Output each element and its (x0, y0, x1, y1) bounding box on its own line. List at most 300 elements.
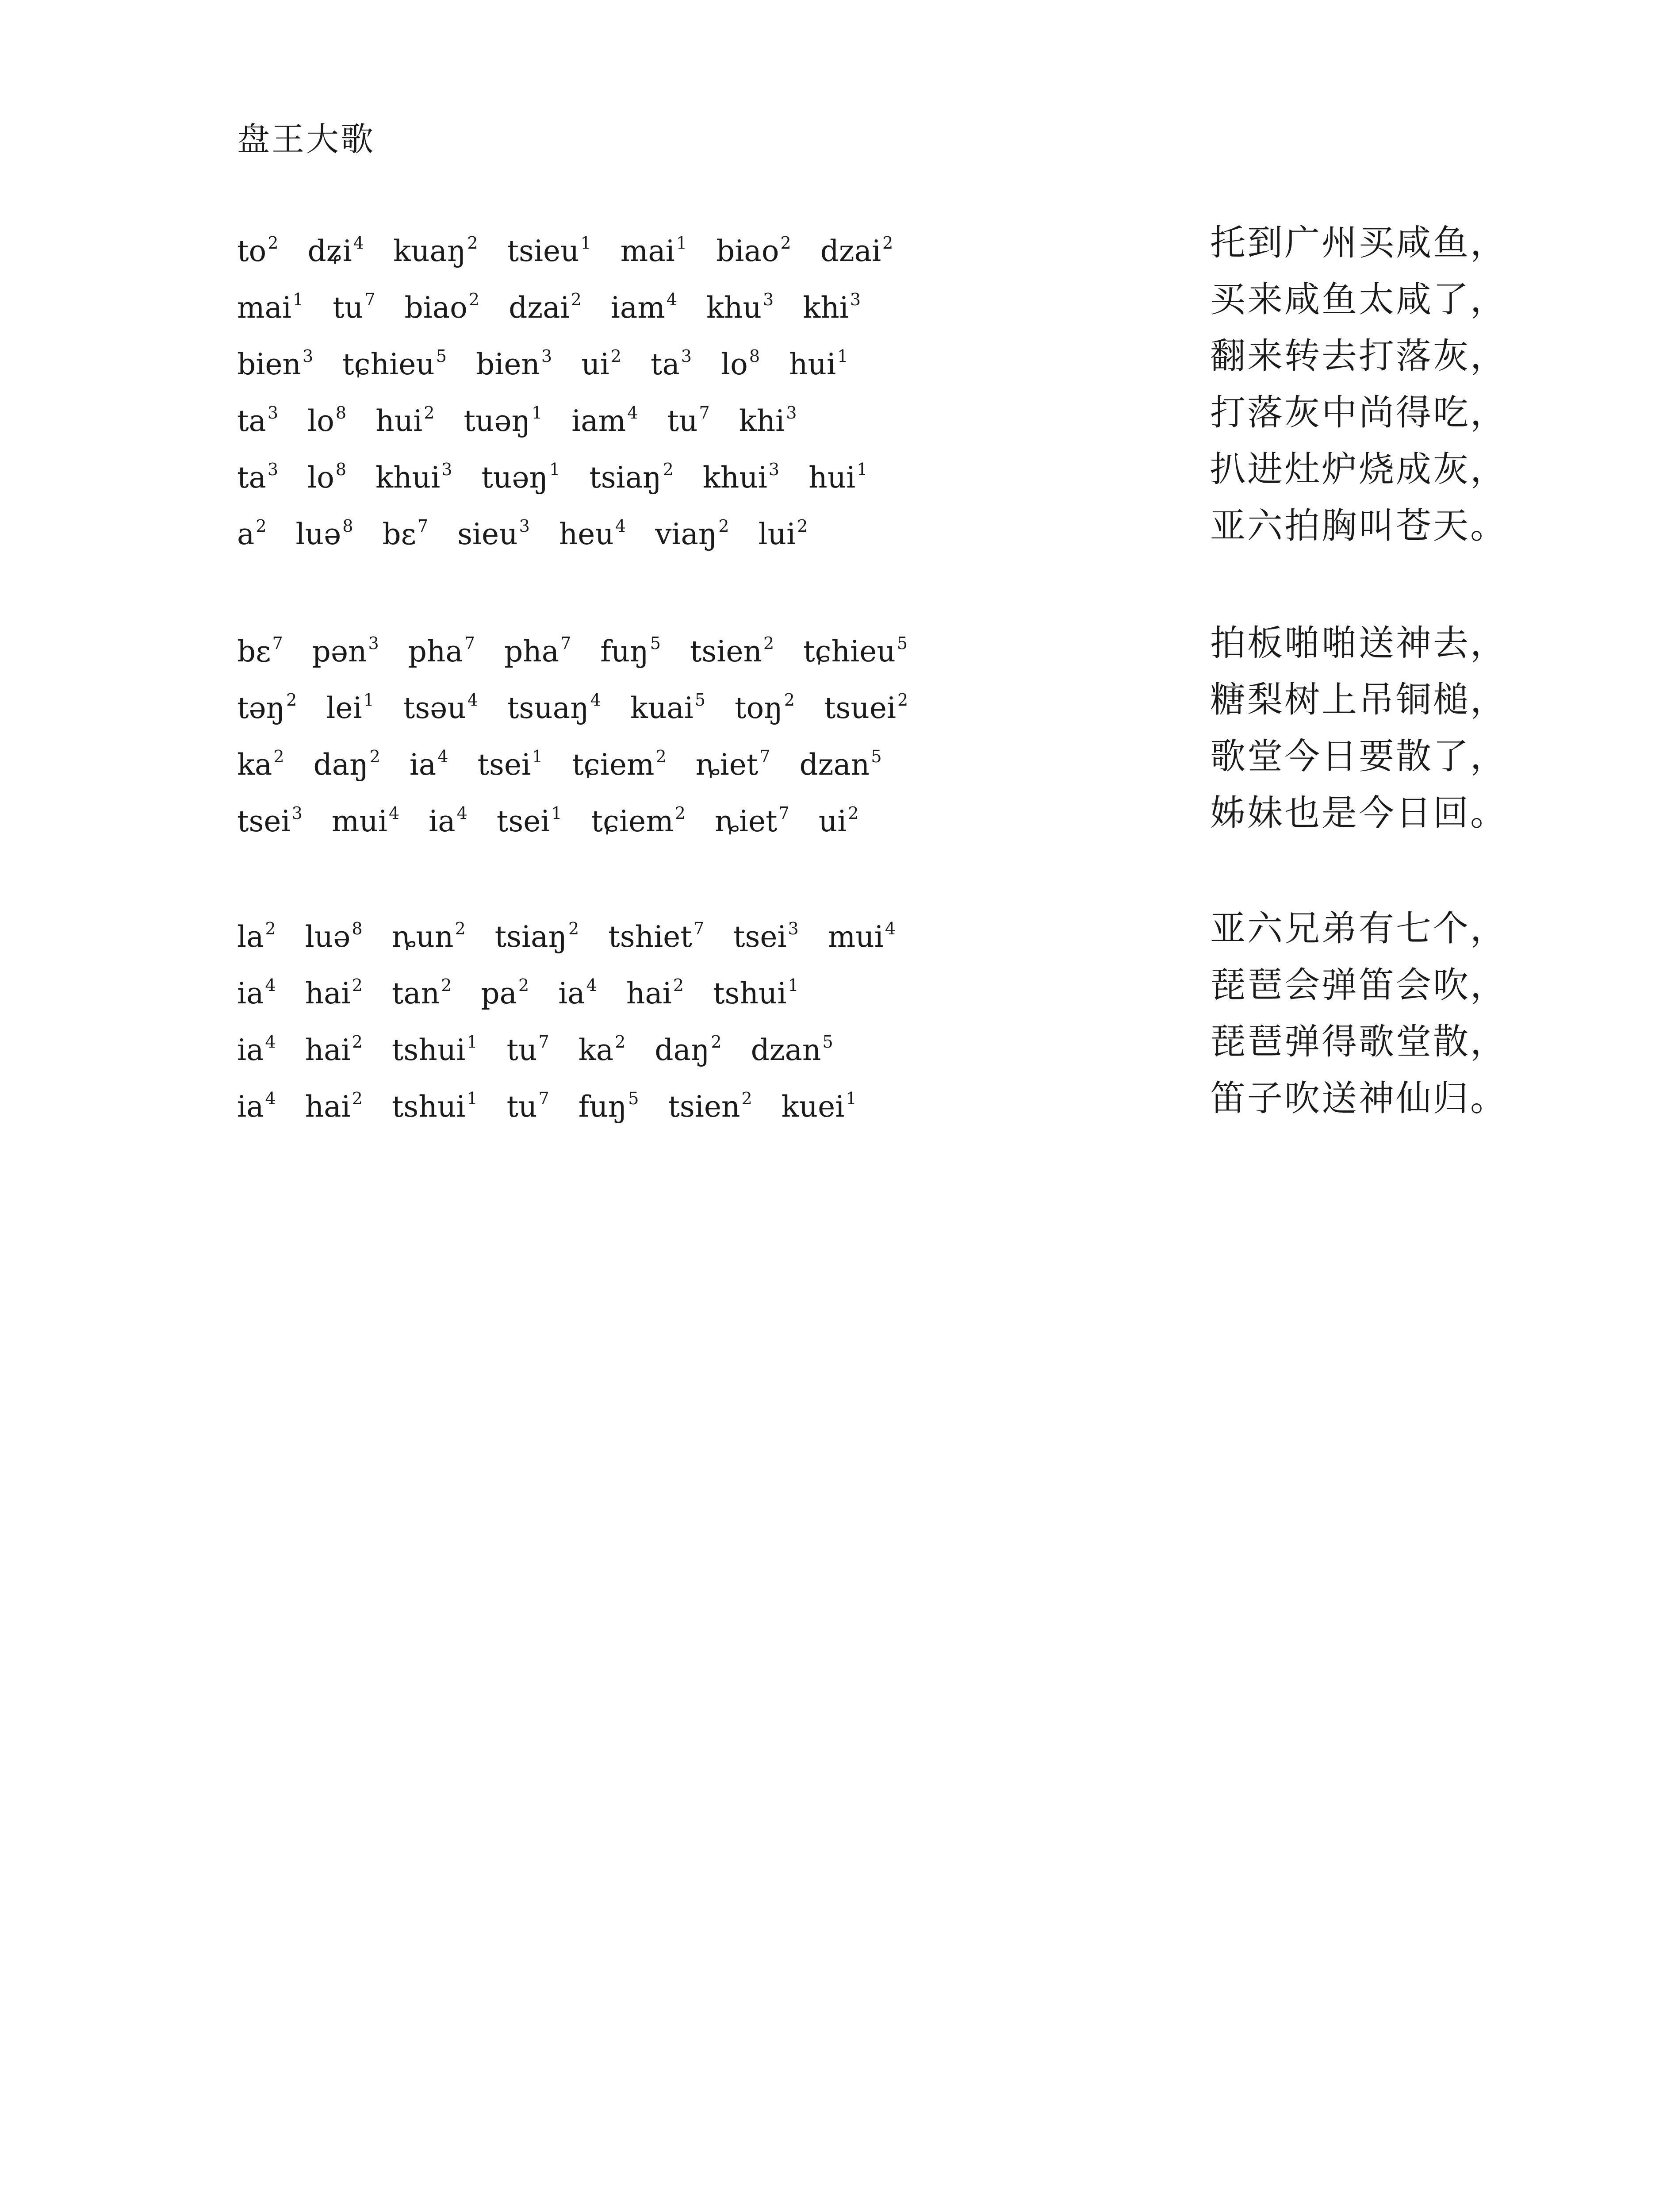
romanized-text (237, 498, 808, 563)
tone-number: 3 (788, 919, 799, 938)
stanza-1 (237, 215, 1511, 554)
syllable (667, 384, 709, 449)
tone-number: 7 (417, 516, 429, 536)
syllable-text: kuai (630, 691, 694, 725)
tone-number: 5 (628, 1089, 639, 1108)
syllable (237, 498, 267, 563)
syllable-text: hai (305, 976, 351, 1010)
syllable (392, 1070, 478, 1135)
verse-line (237, 498, 1511, 554)
syllable (376, 384, 434, 449)
tone-number: 4 (437, 747, 448, 766)
tone-number: 1 (467, 1089, 478, 1108)
syllable (589, 441, 674, 506)
romanized-text (237, 785, 859, 850)
syllable (611, 271, 677, 336)
syllable (507, 1014, 549, 1079)
syllable-text: tsuaŋ (507, 691, 589, 725)
syllable-text: iam (571, 404, 626, 438)
tone-number: 2 (441, 975, 452, 995)
syllable-text: lui (758, 517, 796, 551)
verse-line (237, 1070, 1511, 1127)
syllable-text: khui (376, 461, 441, 495)
syllable (305, 1070, 363, 1135)
syllable-text: ta (237, 461, 266, 495)
syllable (237, 1070, 276, 1135)
syllable-text: tsei (733, 920, 787, 954)
syllable (504, 615, 571, 680)
tone-number: 2 (763, 634, 774, 653)
tone-number: 2 (268, 233, 279, 253)
syllable (476, 328, 552, 393)
syllable (237, 441, 278, 506)
tone-number: 8 (342, 516, 353, 536)
syllable-text: daŋ (313, 748, 368, 782)
tone-number: 1 (532, 403, 543, 422)
verse-line (237, 328, 1511, 384)
syllable-text: ia (429, 804, 456, 838)
syllable-text: tu (667, 404, 698, 438)
syllable-text: bɛ (382, 517, 416, 551)
stanza-2 (237, 615, 1511, 841)
syllable-text: hai (305, 1090, 351, 1124)
syllable-text: tɕhieu (342, 347, 435, 381)
syllable-text: tshui (391, 1090, 466, 1124)
syllable (237, 900, 276, 965)
chinese-translation: 亚六兄弟有七个， (1210, 908, 1507, 949)
syllable-text: mui (331, 804, 387, 838)
syllable-text: tuəŋ (481, 461, 548, 495)
verse-line (237, 728, 1511, 785)
tone-number: 4 (456, 803, 467, 823)
syllable-text: hai (305, 1033, 351, 1067)
syllable (579, 1014, 626, 1079)
romanized-text (237, 615, 908, 680)
romanized-text (237, 900, 896, 965)
syllable (668, 1070, 752, 1135)
tone-number: 4 (265, 975, 276, 995)
verse-line (237, 615, 1511, 672)
tone-number: 3 (768, 460, 780, 479)
syllable-text: hui (789, 347, 836, 381)
tone-number: 2 (286, 690, 297, 710)
syllable-text: tɕhieu (803, 634, 896, 668)
syllable-text: ui (581, 347, 609, 381)
tone-number: 1 (857, 460, 868, 479)
syllable (495, 900, 579, 965)
syllable (376, 441, 452, 506)
syllable-text: tu (506, 1090, 537, 1124)
tone-number: 7 (364, 290, 376, 309)
tone-number: 7 (538, 1089, 549, 1108)
syllable (237, 785, 303, 850)
tone-number: 4 (627, 403, 638, 422)
syllable (559, 498, 626, 563)
chinese-translation: 歌堂今日要散了， (1210, 736, 1507, 777)
syllable (820, 215, 893, 280)
syllable (481, 957, 529, 1022)
tone-number: 8 (352, 919, 363, 938)
syllable-text: pha (408, 634, 463, 668)
syllable-text: ka (578, 1033, 614, 1067)
syllable-text: viaŋ (655, 517, 717, 551)
syllable-text: mai (237, 291, 292, 325)
chinese-translation: 琵琶会弹笛会吹， (1210, 964, 1507, 1006)
syllable-text: kuei (781, 1090, 845, 1124)
syllable-text: dzan (799, 748, 870, 782)
tone-number: 7 (693, 919, 704, 938)
chinese-translation: 亚六拍胸叫苍天。 (1210, 505, 1507, 546)
tone-number: 5 (822, 1032, 833, 1052)
syllable (237, 615, 283, 680)
syllable (237, 328, 313, 393)
syllable (782, 1070, 857, 1135)
syllable-text: khi (803, 291, 849, 325)
romanized-text (237, 384, 797, 449)
syllable-text: tshui (713, 976, 787, 1010)
syllable (312, 615, 379, 680)
syllable (733, 900, 799, 965)
syllable (703, 441, 779, 506)
syllable-text: biao (404, 291, 467, 325)
syllable-text: dzai (509, 291, 570, 325)
tone-number: 7 (464, 634, 475, 653)
tone-number: 2 (273, 747, 284, 766)
syllable (759, 498, 808, 563)
syllable (457, 498, 530, 563)
syllable-text: ui (818, 804, 847, 838)
chinese-translation: 买来咸鱼太咸了， (1210, 279, 1507, 320)
syllable (477, 728, 543, 793)
syllable (237, 672, 297, 737)
tone-number: 1 (363, 690, 374, 710)
syllable-text: təŋ (237, 691, 285, 725)
tone-number: 7 (538, 1032, 549, 1052)
syllable-text: lo (307, 461, 334, 495)
syllable (237, 215, 278, 280)
syllable (296, 498, 353, 563)
syllable-text: tsiaŋ (494, 920, 567, 954)
syllable (507, 1070, 549, 1135)
syllable (558, 957, 597, 1022)
syllable (608, 900, 704, 965)
tone-number: 4 (666, 290, 677, 309)
syllable-text: iam (610, 291, 665, 325)
syllable (655, 498, 729, 563)
syllable-text: fuŋ (578, 1090, 627, 1124)
syllable-text: luə (305, 920, 351, 954)
tone-number: 3 (850, 290, 861, 309)
tone-number: 2 (256, 516, 267, 536)
tone-number: 2 (610, 346, 621, 366)
tone-number: 5 (650, 634, 661, 653)
chinese-translation: 笛子吹送神仙归。 (1210, 1078, 1507, 1119)
syllable-text: tu (506, 1033, 537, 1067)
syllable-text: ȵiet (695, 748, 759, 782)
tone-number: 1 (467, 1032, 478, 1052)
syllable-text: hui (809, 461, 856, 495)
tone-number: 2 (615, 1032, 626, 1052)
syllable (393, 215, 478, 280)
syllable-text: biao (716, 234, 779, 268)
syllable-text: dzai (820, 234, 881, 268)
syllable (507, 672, 601, 737)
tone-number: 3 (302, 346, 314, 366)
tone-number: 7 (759, 747, 770, 766)
syllable (630, 672, 705, 737)
syllable-text: dzan (751, 1033, 821, 1067)
tone-number: 2 (455, 919, 466, 938)
tone-number: 4 (590, 690, 601, 710)
tone-number: 3 (441, 460, 452, 479)
syllable-text: toŋ (735, 691, 783, 725)
syllable (651, 328, 692, 393)
tone-number: 2 (784, 690, 795, 710)
syllable (809, 441, 867, 506)
tone-number: 2 (674, 803, 686, 823)
syllable-text: tsien (690, 634, 762, 668)
tone-number: 2 (369, 747, 380, 766)
syllable-text: tsiaŋ (589, 461, 662, 495)
syllable-text: lei (326, 691, 362, 725)
syllable-text: tsei (237, 804, 291, 838)
syllable-text: ta (237, 404, 266, 438)
syllable-text: fuŋ (600, 634, 649, 668)
tone-number: 2 (468, 290, 480, 309)
tone-number: 7 (699, 403, 710, 422)
syllable (739, 384, 797, 449)
syllable (600, 615, 661, 680)
tone-number: 2 (655, 747, 667, 766)
syllable (408, 615, 475, 680)
syllable (326, 672, 374, 737)
chinese-translation: 姊妹也是今日回。 (1210, 792, 1507, 833)
tone-number: 4 (388, 803, 400, 823)
syllable-text: dʑi (307, 234, 352, 268)
syllable-text: pən (312, 634, 367, 668)
tone-number: 7 (778, 803, 789, 823)
syllable (305, 957, 363, 1022)
syllable-text: tsei (496, 804, 550, 838)
syllable (581, 328, 621, 393)
syllable-text: to (237, 234, 267, 268)
syllable (305, 1014, 363, 1079)
syllable (464, 384, 542, 449)
syllable (715, 785, 789, 850)
verse-line (237, 957, 1511, 1014)
tone-number: 2 (882, 233, 893, 253)
syllable (819, 785, 859, 850)
syllable-text: tshiet (608, 920, 692, 954)
syllable-text: bɛ (237, 634, 271, 668)
tone-number: 2 (352, 975, 363, 995)
syllable-text: bien (475, 347, 540, 381)
syllable (789, 328, 848, 393)
syllable (696, 728, 770, 793)
syllable-text: sieu (457, 517, 518, 551)
syllable (721, 328, 760, 393)
syllable-text: ia (409, 748, 437, 782)
syllable (392, 900, 466, 965)
syllable (307, 384, 346, 449)
romanized-text (237, 1014, 833, 1079)
syllable (621, 215, 687, 280)
tone-number: 5 (871, 747, 882, 766)
tone-number: 2 (718, 516, 729, 536)
tone-number: 4 (265, 1032, 276, 1052)
syllable-text: a (237, 517, 255, 551)
romanized-text (237, 271, 861, 336)
verse-line (237, 900, 1511, 957)
romanized-text (237, 728, 882, 793)
tone-number: 2 (797, 516, 808, 536)
tone-number: 2 (848, 803, 859, 823)
syllable-text: lo (307, 404, 334, 438)
syllable (591, 785, 686, 850)
syllable-text: la (237, 920, 264, 954)
verse-line (237, 441, 1511, 498)
tone-number: 1 (551, 803, 562, 823)
syllable (571, 384, 638, 449)
syllable-text: mai (620, 234, 675, 268)
tone-number: 5 (694, 690, 706, 710)
verse-line (237, 785, 1511, 841)
tone-number: 3 (763, 290, 774, 309)
syllable (481, 441, 560, 506)
verse-line (237, 672, 1511, 728)
tone-number: 3 (786, 403, 797, 422)
syllable-text: tsei (477, 748, 531, 782)
romanized-text (237, 328, 848, 393)
syllable-text: hui (376, 404, 423, 438)
tone-number: 7 (560, 634, 571, 653)
tone-number: 5 (436, 346, 447, 366)
tone-number: 1 (580, 233, 591, 253)
tone-number: 1 (846, 1089, 857, 1108)
syllable (237, 271, 303, 336)
tone-number: 3 (267, 403, 279, 422)
syllable (237, 728, 284, 793)
verse-line (237, 271, 1511, 328)
syllable-text: bien (237, 347, 301, 381)
syllable (332, 785, 399, 850)
tone-number: 1 (788, 975, 799, 995)
syllable-text: ta (650, 347, 680, 381)
syllable-text: heu (559, 517, 614, 551)
tone-number: 8 (335, 460, 347, 479)
syllable (403, 672, 478, 737)
syllable (237, 1014, 276, 1079)
syllable (803, 615, 908, 680)
syllable-text: tan (391, 976, 440, 1010)
syllable (314, 728, 380, 793)
syllable (509, 271, 582, 336)
syllable (237, 384, 278, 449)
chinese-translation: 琵琶弹得歌堂散， (1210, 1021, 1507, 1062)
tone-number: 8 (335, 403, 347, 422)
syllable (342, 328, 447, 393)
syllable-text: tsien (668, 1090, 740, 1124)
syllable-text: tsieu (507, 234, 579, 268)
chinese-translation: 打落灰中尚得吃， (1210, 392, 1507, 433)
syllable (735, 672, 795, 737)
syllable (410, 728, 448, 793)
syllable-text: ia (237, 976, 264, 1010)
syllable-text: ȵun (391, 920, 454, 954)
tone-number: 2 (897, 690, 908, 710)
tone-number: 2 (673, 975, 684, 995)
syllable-text: khi (739, 404, 785, 438)
syllable-text: tɕiem (572, 748, 655, 782)
verse-line (237, 215, 1511, 271)
syllable-text: ia (237, 1090, 264, 1124)
tone-number: 2 (568, 919, 579, 938)
syllable (690, 615, 774, 680)
romanized-text (237, 672, 908, 737)
verse-line (237, 1014, 1511, 1070)
syllable-text: daŋ (655, 1033, 710, 1067)
chinese-translation: 扒进灶炉烧成灰， (1210, 449, 1507, 490)
tone-number: 1 (676, 233, 687, 253)
romanized-text (237, 215, 893, 280)
tone-number: 3 (368, 634, 379, 653)
syllable (824, 672, 908, 737)
tone-number: 3 (267, 460, 279, 479)
tone-number: 2 (352, 1089, 363, 1108)
syllable-text: khu (706, 291, 762, 325)
syllable-text: luə (295, 517, 341, 551)
syllable-text: tu (333, 291, 364, 325)
syllable-text: ia (558, 976, 585, 1010)
syllable (237, 957, 276, 1022)
tone-number: 2 (780, 233, 791, 253)
syllable (579, 1070, 639, 1135)
syllable (716, 215, 791, 280)
tone-number: 2 (352, 1032, 363, 1052)
syllable (507, 215, 591, 280)
syllable-text: ia (237, 1033, 264, 1067)
syllable (655, 1014, 721, 1079)
syllable-text: mui (828, 920, 884, 954)
page-header-title: 盘王大歌 (237, 120, 375, 158)
tone-number: 4 (586, 975, 597, 995)
tone-number: 1 (837, 346, 848, 366)
syllable (333, 271, 375, 336)
tone-number: 2 (467, 233, 478, 253)
tone-number: 2 (518, 975, 529, 995)
chinese-translation: 糖梨树上吊铜槌， (1210, 679, 1507, 720)
syllable-text: kuaŋ (393, 234, 466, 268)
syllable (626, 957, 684, 1022)
tone-number: 8 (749, 346, 760, 366)
tone-number: 2 (265, 919, 276, 938)
chinese-translation: 拍板啪啪送神去， (1210, 622, 1507, 664)
tone-number: 2 (571, 290, 582, 309)
tone-number: 4 (885, 919, 896, 938)
syllable (497, 785, 562, 850)
tone-number: 1 (549, 460, 560, 479)
tone-number: 2 (424, 403, 435, 422)
tone-number: 4 (265, 1089, 276, 1108)
tone-number: 1 (293, 290, 304, 309)
romanized-text (237, 441, 867, 506)
syllable (305, 900, 363, 965)
tone-number: 4 (615, 516, 626, 536)
tone-number: 2 (663, 460, 674, 479)
tone-number: 2 (741, 1089, 752, 1108)
stanza-3 (237, 900, 1511, 1127)
syllable-text: pha (504, 634, 559, 668)
